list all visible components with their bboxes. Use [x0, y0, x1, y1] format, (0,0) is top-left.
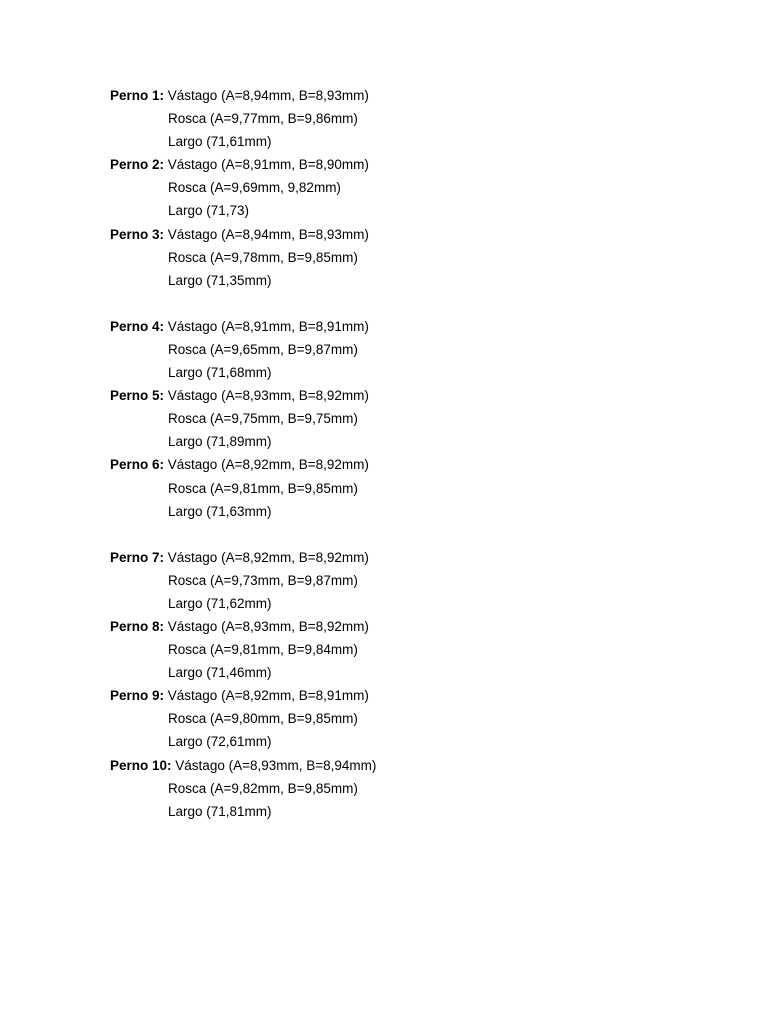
- perno-label: Perno 2:: [110, 157, 165, 173]
- largo-measure: Largo (71,63mm): [168, 503, 272, 519]
- rosca-measure: Rosca (A=9,80mm, B=9,85mm): [168, 711, 358, 727]
- rosca-measure: Rosca (A=9,77mm, B=9,86mm): [168, 111, 358, 127]
- rosca-measure: Rosca (A=9,78mm, B=9,85mm): [168, 249, 358, 265]
- rosca-measure: Rosca (A=9,69mm, 9,82mm): [168, 180, 341, 196]
- perno-entry: [110, 384, 710, 453]
- perno-entry: [110, 684, 710, 753]
- perno-measurements-list: [110, 84, 710, 823]
- largo-measure: Largo (71,46mm): [168, 665, 272, 681]
- vastago-measure: Vástago (A=8,92mm, B=8,91mm): [167, 688, 369, 704]
- perno-header-line: [110, 153, 710, 176]
- perno-header-line: [110, 223, 710, 246]
- vastago-measure: Vástago (A=8,94mm, B=8,93mm): [167, 88, 369, 103]
- largo-measure: Largo (71,35mm): [168, 272, 272, 288]
- perno-header-line: [110, 84, 710, 107]
- rosca-measure: Rosca (A=9,65mm, B=9,87mm): [168, 341, 358, 357]
- rosca-measure: Rosca (A=9,81mm, B=9,84mm): [168, 642, 358, 658]
- rosca-measure: Rosca (A=9,75mm, B=9,75mm): [168, 411, 358, 427]
- vastago-measure: Vástago (A=8,93mm, B=8,92mm): [167, 618, 369, 634]
- vastago-measure: Vástago (A=8,92mm, B=8,92mm): [167, 549, 369, 565]
- vastago-measure: Vástago (A=8,92mm, B=8,92mm): [167, 457, 369, 473]
- perno-label: Perno 7:: [110, 549, 165, 565]
- perno-label: Perno 10:: [110, 757, 172, 773]
- blank-line: [110, 292, 710, 315]
- perno-header-line: [110, 615, 710, 638]
- vastago-measure: Vástago (A=8,93mm, B=8,94mm): [175, 757, 377, 773]
- perno-entry: [110, 546, 710, 615]
- vastago-measure: Vástago (A=8,91mm, B=8,90mm): [167, 157, 369, 173]
- perno-header-line: [110, 315, 710, 338]
- perno-label: Perno 8:: [110, 618, 165, 634]
- vastago-measure: Vástago (A=8,94mm, B=8,93mm): [167, 226, 369, 242]
- perno-entry: [110, 315, 710, 384]
- largo-measure: Largo (72,61mm): [168, 734, 272, 750]
- perno-header-line: [110, 453, 710, 476]
- rosca-measure: Rosca (A=9,81mm, B=9,85mm): [168, 480, 358, 496]
- perno-entry: [110, 153, 710, 222]
- perno-header-line: [110, 546, 710, 569]
- rosca-measure: Rosca (A=9,73mm, B=9,87mm): [168, 572, 358, 588]
- perno-label: Perno 6:: [110, 457, 165, 473]
- perno-label: Perno 1:: [110, 88, 165, 103]
- perno-label: Perno 9:: [110, 688, 165, 704]
- perno-entry: [110, 453, 710, 522]
- perno-header-line: [110, 384, 710, 407]
- perno-entry: [110, 615, 710, 684]
- largo-measure: Largo (71,73): [168, 203, 250, 219]
- perno-entry: [110, 754, 710, 823]
- largo-measure: Largo (71,81mm): [168, 803, 272, 819]
- perno-entry: [110, 84, 710, 153]
- largo-measure: Largo (71,62mm): [168, 595, 272, 611]
- vastago-measure: Vástago (A=8,93mm, B=8,92mm): [167, 388, 369, 404]
- rosca-measure: Rosca (A=9,82mm, B=9,85mm): [168, 780, 358, 796]
- largo-measure: Largo (71,61mm): [168, 134, 272, 150]
- largo-measure: Largo (71,68mm): [168, 365, 272, 381]
- perno-label: Perno 5:: [110, 388, 165, 404]
- blank-line: [110, 523, 710, 546]
- perno-label: Perno 4:: [110, 318, 165, 334]
- largo-measure: Largo (71,89mm): [168, 434, 272, 450]
- perno-header-line: [110, 684, 710, 707]
- perno-entry: [110, 223, 710, 292]
- perno-label: Perno 3:: [110, 226, 165, 242]
- perno-header-line: [110, 754, 710, 777]
- vastago-measure: Vástago (A=8,91mm, B=8,91mm): [167, 318, 369, 334]
